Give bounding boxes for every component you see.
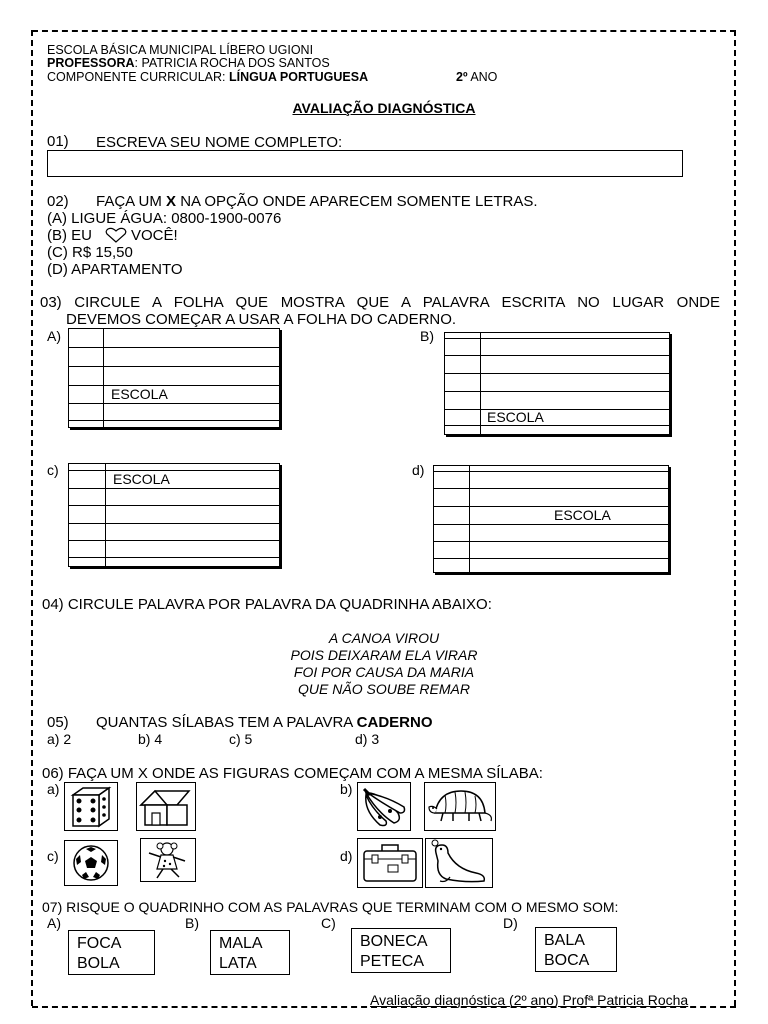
- dice-icon[interactable]: [64, 782, 118, 831]
- sheet-line: [69, 347, 279, 348]
- q5-number: 05): [47, 714, 69, 731]
- q5-option-c[interactable]: c) 5: [229, 731, 253, 747]
- page-border-top: [32, 30, 736, 32]
- word-box-word: BOLA: [77, 955, 120, 972]
- word-box-word: MALA: [219, 935, 263, 952]
- q2-option-b-after: VOCÊ!: [131, 227, 178, 244]
- footer-text: Avaliação diagnóstica (2º ano) Profª Patricia Rocha: [370, 992, 689, 1008]
- name-input-box[interactable]: [47, 150, 683, 177]
- verse-line-4[interactable]: QUE NÃO SOUBE REMAR: [298, 681, 470, 697]
- q7-label-b: B): [185, 915, 199, 931]
- sheet-line: [445, 338, 669, 339]
- q1-number: 01): [47, 133, 69, 150]
- q2-option-a: (A) LIGUE ÁGUA: 0800-1900-0076: [47, 210, 282, 227]
- component-value: LÍNGUA PORTUGUESA: [228, 70, 369, 84]
- sheet-margin-line: [105, 464, 106, 566]
- q5-option-d[interactable]: d) 3: [355, 731, 380, 747]
- sheet-word: ESCOLA: [487, 409, 544, 425]
- notebook-sheet-a[interactable]: [68, 328, 280, 428]
- armadillo-icon[interactable]: [424, 782, 496, 831]
- q5-word: CADERNO: [356, 714, 433, 731]
- q2-option-b-before: (B) EU: [47, 227, 92, 244]
- component-label: COMPONENTE CURRICULAR:: [47, 70, 229, 84]
- q2-number: 02): [47, 193, 69, 210]
- verse-line-3[interactable]: FOI POR CAUSA DA MARIA: [293, 664, 475, 680]
- sheet-line: [434, 558, 668, 559]
- q6-text: 06) FAÇA UM X ONDE AS FIGURAS COMEÇAM COM A MESMA SÍLABA:: [42, 765, 543, 782]
- sheet-line: [434, 506, 668, 507]
- q6-label-c: c): [47, 848, 59, 864]
- word-box-d[interactable]: [535, 927, 617, 972]
- bananas-icon[interactable]: [357, 782, 411, 831]
- q6-label-b: b): [340, 781, 353, 797]
- q3-line1: 03) CIRCULE A FOLHA QUE MOSTRA QUE A PALAVRA ESCRITA NO LUGAR ONDE: [40, 294, 720, 311]
- notebook-sheet-b[interactable]: [444, 332, 670, 435]
- sheet-c-label: c): [47, 462, 59, 478]
- sheet-line: [69, 505, 279, 506]
- sheet-line: [69, 540, 279, 541]
- q1-text: ESCREVA SEU NOME COMPLETO:: [96, 134, 343, 151]
- q5-text: [96, 714, 433, 731]
- word-box-word: BONECA: [360, 933, 428, 950]
- sheet-line: [445, 409, 669, 410]
- year-value: 2º: [456, 70, 468, 84]
- q7-label-c: C): [321, 915, 336, 931]
- word-box-word: BALA: [544, 932, 585, 949]
- sheet-line: [434, 488, 668, 489]
- sheet-d-label: d): [412, 462, 425, 478]
- soccer-ball-icon[interactable]: [64, 840, 118, 886]
- word-box-word: BOCA: [544, 952, 590, 969]
- year-label: ANO: [467, 70, 498, 84]
- year-line: [456, 71, 497, 84]
- q2-text-after: NA OPÇÃO ONDE APARECEM SOMENTE LETRAS.: [176, 193, 538, 210]
- q5-option-a[interactable]: a) 2: [47, 731, 72, 747]
- heart-outline-icon: [104, 227, 128, 244]
- teacher-line: [47, 57, 330, 70]
- q6-label-d: d): [340, 848, 353, 864]
- sheet-line: [445, 425, 669, 426]
- word-box-c[interactable]: [351, 928, 451, 973]
- sheet-line: [69, 420, 279, 421]
- sheet-line: [434, 541, 668, 542]
- word-box-word: LATA: [219, 955, 257, 972]
- sheet-word: ESCOLA: [111, 386, 168, 402]
- sheet-margin-line: [480, 333, 481, 434]
- sheet-line: [69, 366, 279, 367]
- notebook-sheet-c[interactable]: [68, 463, 280, 567]
- word-box-b[interactable]: [210, 930, 290, 975]
- q3-line2: DEVEMOS COMEÇAR A USAR A FOLHA DO CADERNO.: [66, 311, 457, 328]
- teacher-name: : PATRICIA ROCHA DOS SANTOS: [134, 56, 330, 70]
- sheet-line: [445, 391, 669, 392]
- sheet-word: ESCOLA: [113, 471, 170, 487]
- school-name: ESCOLA BÁSICA MUNICIPAL LÍBERO UGIONI: [47, 43, 314, 57]
- notebook-sheet-d[interactable]: [433, 465, 669, 573]
- q5-question: QUANTAS SÍLABAS TEM A PALAVRA: [96, 714, 357, 731]
- house-icon[interactable]: [136, 782, 196, 831]
- page-title: AVALIAÇÃO DIAGNÓSTICA: [292, 100, 476, 116]
- sheet-a-label: A): [47, 328, 61, 344]
- sheet-line: [69, 470, 279, 471]
- sheet-line: [69, 385, 279, 386]
- sheet-line: [69, 403, 279, 404]
- suitcase-icon[interactable]: [357, 838, 423, 888]
- q2-option-c: (C) R$ 15,50: [47, 244, 133, 261]
- q2-option-d: (D) APARTAMENTO: [47, 261, 183, 278]
- q2-text: [96, 193, 538, 210]
- q7-text: 07) RISQUE O QUADRINHO COM AS PALAVRAS QUE TERMINAM COM O MESMO SOM:: [42, 899, 619, 915]
- page-border-right: [734, 30, 736, 1006]
- q7-label-d: D): [503, 915, 518, 931]
- q7-label-a: A): [47, 915, 61, 931]
- word-box-a[interactable]: [68, 930, 155, 975]
- sheet-word: ESCOLA: [554, 507, 611, 523]
- sheet-line: [69, 488, 279, 489]
- sheet-line: [69, 557, 279, 558]
- verse-line-1[interactable]: A CANOA VIROU: [328, 630, 440, 646]
- sheet-line: [434, 471, 668, 472]
- component-line: [47, 71, 368, 84]
- sheet-margin-line: [469, 466, 470, 572]
- word-box-word: FOCA: [77, 935, 122, 952]
- word-box-word: PETECA: [360, 953, 425, 970]
- q2-text-before: FAÇA UM: [96, 193, 167, 210]
- seal-icon[interactable]: [425, 838, 493, 888]
- sheet-line: [434, 524, 668, 525]
- teacher-label: PROFESSORA: [47, 56, 135, 70]
- sheet-margin-line: [103, 329, 104, 427]
- q6-label-a: a): [47, 781, 60, 797]
- sheet-line: [445, 355, 669, 356]
- q4-text: 04) CIRCULE PALAVRA POR PALAVRA DA QUADRINHA ABAIXO:: [42, 596, 492, 613]
- sheet-b-label: B): [420, 328, 434, 344]
- doll-icon[interactable]: [140, 838, 196, 882]
- verse-line-2[interactable]: POIS DEIXARAM ELA VIRAR: [290, 647, 478, 663]
- q5-option-b[interactable]: b) 4: [138, 731, 163, 747]
- q2-text-bold: X: [166, 193, 177, 210]
- sheet-line: [445, 373, 669, 374]
- page-border-left: [31, 30, 33, 1006]
- sheet-line: [69, 523, 279, 524]
